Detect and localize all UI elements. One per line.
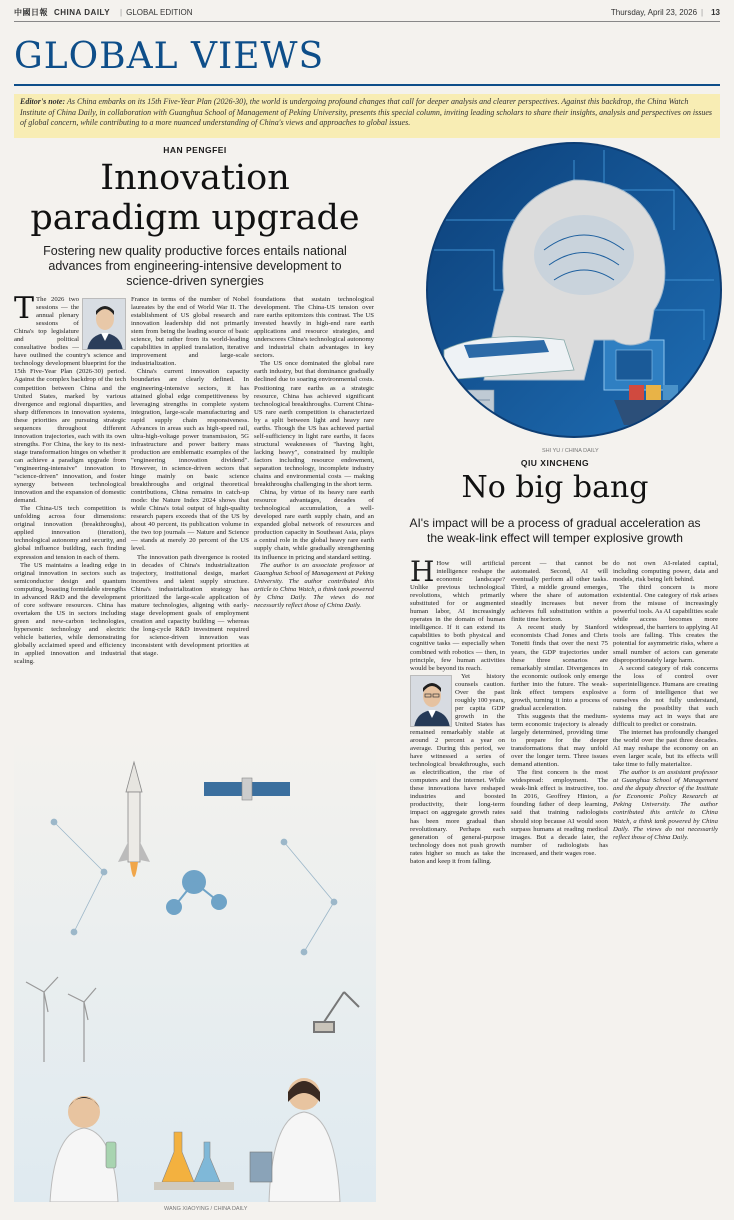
right-column-2 — [511, 560, 608, 1205]
right-deck: AI's impact will be a process of gradual acceleration as the weak-link effect will temper explosive growth — [409, 516, 701, 545]
right-col3-p1: do not own AI-related capital, including computing power, data and models, risk being left behind. — [613, 560, 718, 584]
left-col3-p1: foundations that sustain technological development. The China-US tension over rare earths epitomizes this contrast. The US invested heavily in high-end rare earth applications and resource strategies, and underscores China's technological autonomy and industrial chain advantages in key sectors. — [254, 296, 374, 360]
left-column-2 — [131, 296, 249, 726]
editor-note-text: As China embarks on its 15th Five-Year Plan (2026-30), the world is undergoing profound changes that call for deeper analysis and clearer perspectives. Against this backdrop, the China Watch Institute of China Daily, in collaboration with Guanghua School of Management of Peking University, presents this special column, inviting leading scholars to share their insights, analysis and perspectives on issues of global concern, while contributing to a more nuanced understanding of China's views and approaches to global issues. — [20, 97, 713, 127]
left-col3-p2: The US once dominated the global rare earth industry, but that dominance gradually declined due to soaring environmental costs. Positioning rare earths as a strategic resource, China has achieved significant technological breakthroughs. Current China-US rare earth competition is characterized by a split between light and heavy rare earths. Though the US has achieved partial self-sufficiency in light rare earths, it faces structural weaknesses of "having light, lacking heavy", constrained by multiple factors including resource endowment, separation technology, incomplete industry chains and environmental costs — making breakthroughs challenging in the short term. — [254, 360, 374, 489]
left-col2-p2: China's current innovation capacity boundaries are clearly defined. In engineering-intensive sectors, it has attained global edge competitiveness by leveraging strengths in complete system integration, large-scale manufacturing and rapid supply chain responsiveness. Advances in areas such as high-speed rail, ultra-high-voltage power transmission, 5G infrastructure and power battery mass production are emblematic examples of the "engineering innovation dividend". However, in science-driven sectors that hinge mainly on basic science breakthroughs and original theoretical contributions, China remains in catch-up mode: the Nature Index 2024 shows that while China's total output of high-quality research papers exceeds that of the US by about 40 percent, its publication volume in the two top journals — Nature and Science — stands at merely 20 percent of the US level. — [131, 368, 249, 553]
left-col1-p1: The 2026 two sessions — the annual plenary sessions of China's top legislature and political consultative bodies — have outlined the country's science and technology development blueprint for the 15th Five-Year Plan (2026-30) period. Against the complex backdrop of the tech competition between China and the United States, marked by various divergence and regional disparities, and sharp differences in innovation systems, these priorities are pursuing strategic sequences throughout different innovation trajectories, each with its own strengths. For China, the key to its next-stage transformation hinges on whether it can achieve a paradigm upgrade from "engineering-intensive" innovation to "science-driven" innovation, and foster synergy between technological innovation and the expansion of domestic demand. — [14, 296, 126, 505]
left-illustration-credit: WANG XIAOYING / CHINA DAILY — [164, 1206, 248, 1212]
author-photo-han — [82, 298, 126, 350]
right-col1-p1: How will artificial intelligence reshape the economic landscape? Unlike previous technological revolutions, which primarily substituted for or augmented human labor, AI increasingly operates in the domain of human intelligence. If it can extend its capabilities to both physical and cognitive tasks — especially when combined with robotics — then, in principle, few human activities would be beyond its reach. — [410, 560, 505, 672]
masthead-logo-cn: 中國日報 — [14, 7, 48, 17]
left-col1-p2: The China-US tech competition is unfolding across four dimensions: original innovation (breakthroughs), applied innovation (iteration), technological autonomy and security, and global influence building, each finding expression and tension in each of them. — [14, 505, 126, 561]
left-deck: Fostering new quality productive forces entails national advances from engineering-intensive development to science-driven synergies — [43, 244, 347, 288]
left-headline: Innovation paradigm upgrade — [30, 158, 360, 238]
right-illustration — [424, 140, 724, 454]
right-byline: QIU XINCHENG — [520, 458, 590, 468]
right-column-3 — [613, 560, 718, 1205]
right-col2-p4: The first concern is the most widespread: employment. The weak-link effect is instructive, too. In 2016, Geoffrey Hinton, a founding father of deep learning, said that training radiologists should stop because AI would soon surpass humans at reading medical images. But a decade later, the number of radiologists has increased, and their wages rose. — [511, 769, 608, 857]
issue-date: Thursday, April 23, 2026 — [610, 7, 698, 17]
left-column-3 — [254, 296, 374, 726]
chip-icon — [604, 340, 664, 390]
masthead-bar: 中國日報 CHINA DAILY | GLOBAL EDITION Thursday, April 23, 2026 | 13 — [14, 7, 720, 17]
left-col2-p3: The innovation path divergence is rooted in decades of China's industrialization trajectory, institutional design, market incentives and talent supply structure. China's industrialization strategy has prioritized the large-scale application of mature technologies, aligning with early-stage development goals of employment creation and capacity building — whereas the long-cycle R&D investment required for science-driven innovation was inconsistent with development priorities at that stage. — [131, 553, 249, 658]
right-author-note: The author is an assistant professor at Guanghua School of Management and the deputy director of the Institute for Economic Policy Research at Peking University. The author contributed this article to China Watch, a think tank powered by China Daily. The views do not necessarily reflect those of China Daily. — [613, 769, 718, 841]
left-col2-p1: France in terms of the number of Nobel laureates by the end of World War II. The establishment of US global research and innovation leadership did not primarily stem from being the leading source of basic science, but rather from its world-leading capabilities in applied translation, iterative improvement and large-scale industrialization. — [131, 296, 249, 368]
right-col3-p4: The internet has profoundly changed the world over the past three decades. AI may reshape the economy on an even larger scale, but its effects will take time to fully materialize. — [613, 728, 718, 769]
section-rule — [14, 84, 720, 86]
left-col1-p3: The US maintains a leading edge in original innovation in sectors such as semiconductor design and quantum computing, boasting formidable strengths in advanced R&D and the development of core software resources. China has overtaken the US in sectors including green and new-carbon technologies, hypersonic technology and electric vehicle batteries, while demonstrating globally acclaimed speed and efficiency in applied innovation and industrial scaling. — [14, 561, 126, 666]
section-title: GLOBAL VIEWS — [14, 36, 325, 77]
edition-label: GLOBAL EDITION — [126, 7, 193, 17]
right-col2-p1: percent — that cannot be automated. Second, AI will eventually perform all other tasks. Third, a middle ground emerges, where the share of automation steadily increases but never achieves full substitution within a finite time horizon. — [511, 560, 608, 624]
editor-note-label: Editor's note: — [20, 97, 66, 106]
left-illustration — [14, 732, 376, 1212]
left-byline: HAN PENGFEI — [163, 145, 227, 155]
right-column-1: H How will artificial intelligence reshape the economic landscape? Unlike previous technological revolutions, which primarily substituted for or augmented human labor, AI increasingly operates in the domain of human intelligence. If it can extend its capabilities to both physical and cognitive tasks — especially when combined with robotics — then, in principle, few human activities would be beyond its reach. Yet history counsels caution. Over the past roughly 100 years, per capita GDP growth in the United States has remained remarkably stable at around 2 percent a year on average. During this period, we have witnessed a series of technological breakthroughs, such as electrification, the rise of computers and the internet. While these innovations have reshaped industries and boosted productivity, their long-term impact on aggregate growth rates has been more gradual than revolutionary. Perhaps each generation of general-purpose technology does not push growth rates higher so much as take the baton and keep it from falling. — [410, 560, 505, 865]
right-col3-p2: The third concern is more existential. One category of risk arises from the misuse of increasingly powerful tools. As AI capabilities scale while access becomes more widespread, the barriers to applying AI tools are falling. This creates the potential for asymmetric risks, where a small number of actors can generate disproportionately large harm. — [613, 584, 718, 664]
editor-note — [14, 94, 720, 138]
masthead-logo: CHINA DAILY — [54, 7, 111, 17]
page-number: 13 — [711, 7, 720, 17]
right-col2-p3: This suggests that the medium-term economic trajectory is already largely determined, providing time to prepare for the deeper transformations that may unfold over the longer term. Three issues demand attention. — [511, 712, 608, 769]
masthead-separator: | — [120, 7, 123, 17]
right-illustration-credit: SHI YU / CHINA DAILY — [542, 448, 599, 454]
right-col2-p2: A recent study by Stanford economists Chad Jones and Chris Tonetti finds that over the next 75 years, the GDP trajectories under these three scenarios are remarkably similar. Divergences in the economic outlook only emerge further into the future. The weak-link effect tempers explosive growth, turning it into a process of gradual acceleration. — [511, 624, 608, 712]
left-col3-p3: China, by virtue of its heavy rare earth resource advantages, decades of technological accumulation, a well-developed rare earth supply chain, and an expanded global network of resources and production capacity in Southeast Asia, plays a central role in the global heavy rare earth supply chain, while gradually strengthening its influence in pricing and standard setting. — [254, 489, 374, 561]
top-rule — [14, 21, 720, 22]
right-col1-p2: Yet history counsels caution. Over the past roughly 100 years, per capita GDP growth in the United States has remained remarkably stable at around 2 percent a year on average. During this period, we have witnessed a series of technological breakthroughs, such as electrification, the rise of computers and the internet. While these innovations have reshaped industries and boosted productivity, their long-term impact on aggregate growth rates has been more gradual than revolutionary. Perhaps each generation of general-purpose technology does not push growth rates higher so much as take the baton and keep it from falling. — [410, 672, 505, 865]
right-headline: No big bang — [461, 470, 649, 505]
right-col3-p3: A second category of risk concerns the loss of control over superintelligence. Humans are creating a form of intelligence that we ourselves do not fully understand, raising the possibility that such systems may act in ways that are difficult to predict or constrain. — [613, 664, 718, 728]
left-column-1: T The 2026 two sessions — the annual plenary sessions of China's top legislature and political consultative bodies — have outlined the country's science and technology development blueprint for the 15th Five-Year Plan (2026-30) period. Against the complex backdrop of the tech competition between China and the United States, marked by various divergence and regional disparities, and sharp differences in innovation systems, these priorities are pursuing strategic sequences throughout different innovation trajectories, each with its own strengths. For China, the key to its next-stage transformation hinges on whether it can achieve a paradigm upgrade from "engineering-intensive" innovation to "science-driven" innovation, and foster synergy between technological innovation and the expansion of domestic demand. The China-US tech competition is unfolding across four dimensions: original innovation (breakthroughs), applied innovation (iteration), technological autonomy and security, and global influence building, each finding expression and tension in each of them. The US maintains a leading edge in original innovation in sectors such as semiconductor design and quantum computing, boasting formidable strengths in advanced R&D and the development of core software resources. China has overtaken the US in sectors including green and new-carbon technologies, hypersonic technology and electric vehicle batteries, while demonstrating globally acclaimed speed and efficiency in applied innovation and industrial scaling. — [14, 296, 126, 666]
author-photo-qiu — [410, 675, 452, 727]
left-author-note: The author is an associate professor at Guanghua School of Management at Peking University. The author contributed this article to China Watch, a think tank powered by China Daily. The views do not necessarily reflect those of China Daily. — [254, 561, 374, 609]
